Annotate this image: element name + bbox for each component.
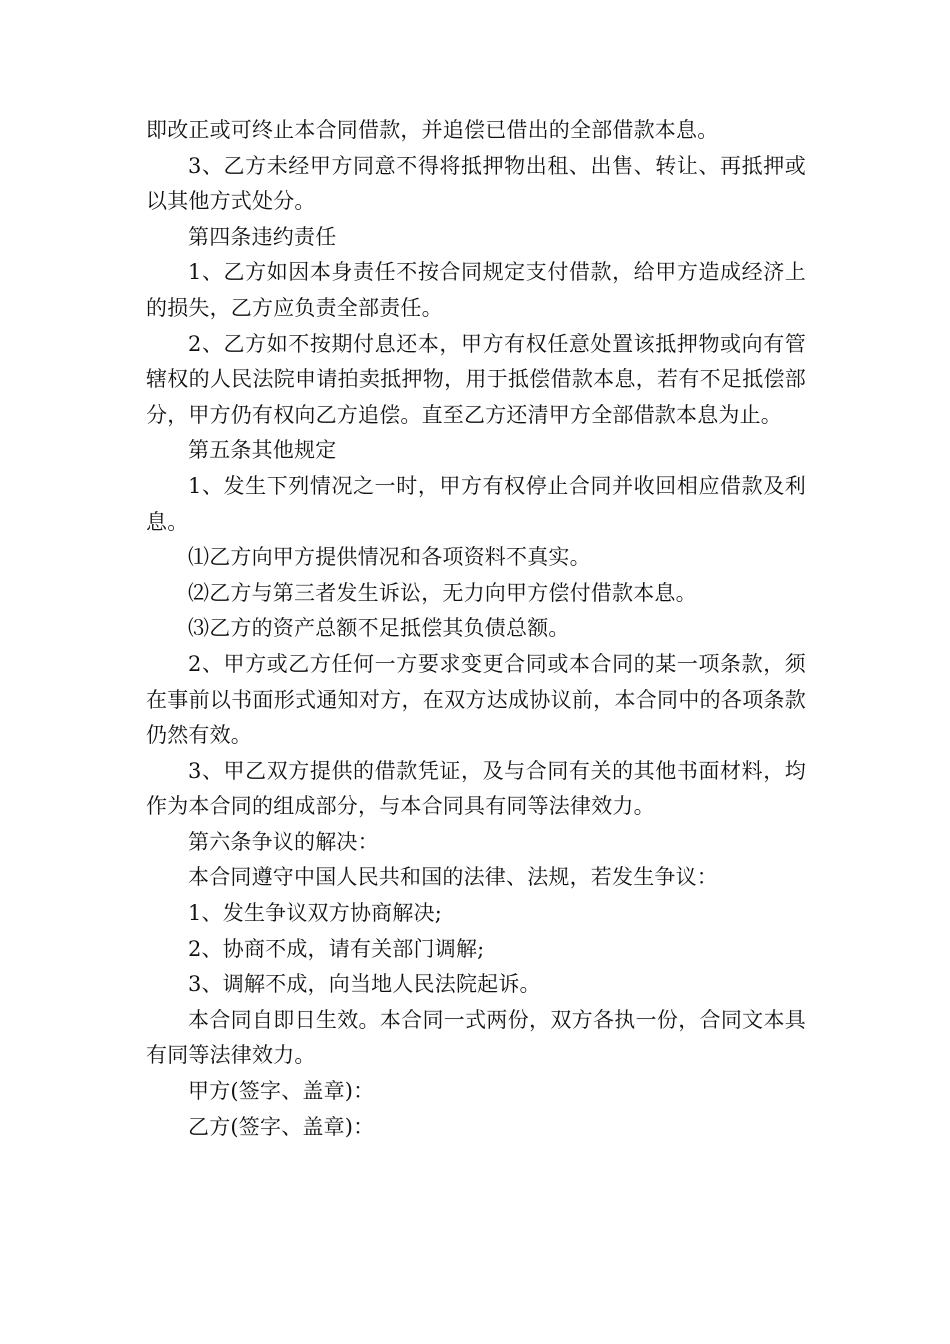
- clause-5-1-c: ⑶乙方的资产总额不足抵偿其负债总额。: [188, 616, 570, 641]
- clause-3-mortgage-disposal: 3、乙方未经甲方同意不得将抵押物出租、出售、转让、再抵押或以其他方式处分。: [146, 153, 806, 214]
- clause-5-1-b: ⑵乙方与第三者发生诉讼，无力向甲方偿付借款本息。: [188, 580, 697, 605]
- effective-clause: 本合同自即日生效。本合同一式两份，双方各执一份，合同文本具有同等法律效力。: [146, 1007, 806, 1068]
- clause-4-2: 2、乙方如不按期付息还本，甲方有权任意处置该抵押物或向有管辖权的人民法院申请拍卖抵押物，用于抵偿借款本息，若有不足抵偿部分，甲方仍有权向乙方追偿。直至乙方还清甲方全部借款本息为止。: [146, 331, 806, 427]
- clause-4-1: 1、乙方如因本身责任不按合同规定支付借款，给甲方造成经济上的损失，乙方应负责全部责任。: [146, 260, 806, 320]
- clause-5-2: 2、甲方或乙方任何一方要求变更合同或本合同的某一项条款，须在事前以书面形式通知对方，在双方达成协议前，本合同中的各项条款仍然有效。: [146, 651, 806, 748]
- clause-6-1: 1、发生争议双方协商解决;: [188, 901, 443, 926]
- clause-6-intro: 本合同遵守中国人民共和国的法律、法规，若发生争议：: [188, 865, 718, 890]
- paragraph-continuation: 即改正或可终止本合同借款，并追偿已借出的全部借款本息。: [146, 118, 719, 142]
- party-b-signature: 乙方(签字、盖章)：: [188, 1114, 375, 1139]
- section-heading-5: 第五条其他规定: [188, 438, 337, 463]
- clause-5-3: 3、甲乙双方提供的借款凭证，及与合同有关的其他书面材料，均作为本合同的组成部分，与本合同具有同等法律效力。: [146, 758, 806, 819]
- clause-5-1-a: ⑴乙方向甲方提供情况和各项资料不真实。: [188, 545, 591, 570]
- section-heading-4: 第四条违约责任: [188, 224, 337, 249]
- clause-6-2: 2、协商不成，请有关部门调解;: [188, 936, 485, 961]
- section-heading-6: 第六条争议的解决：: [188, 829, 379, 854]
- clause-5-1: 1、发生下列情况之一时，甲方有权停止合同并收回相应借款及利息。: [146, 473, 806, 534]
- document-page: [146, 113, 806, 1145]
- party-a-signature: 甲方(签字、盖章)：: [188, 1079, 375, 1104]
- clause-6-3: 3、调解不成，向当地人民法院起诉。: [188, 972, 541, 997]
